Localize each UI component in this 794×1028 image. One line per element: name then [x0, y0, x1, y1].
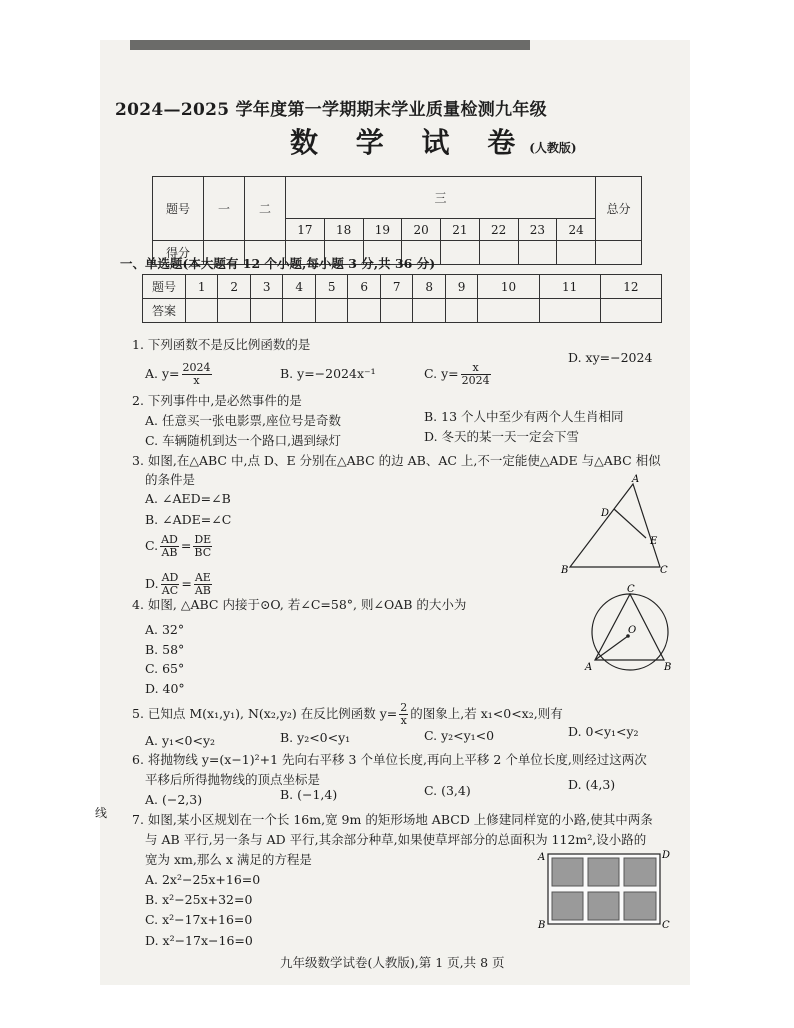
answer-cell [380, 299, 412, 323]
answer-table-number: 6 [348, 275, 380, 299]
q7-stem-line2: 与 AB 平行,另一条与 AD 平行,其余部分种草,如果使草坪部分的总面积为 112m²,设小路的 [145, 832, 647, 847]
q6-stem-line2: 平移后所得抛物线的顶点坐标是 [145, 772, 321, 787]
q2-stem: 2. 下列事件中,是必然事件的是 [132, 393, 302, 408]
q5-option-a: A. y₁<0<y₂ [145, 733, 216, 748]
q3-option-d: D. $\frac{AD}{AC}$ = $\frac{AE}{AB}$ [145, 571, 211, 597]
q3-triangle-figure [560, 472, 670, 576]
q1-option-d: D. xy=−2024 [568, 350, 653, 365]
lawn-plot [552, 858, 583, 886]
score-table-col1: 一 [204, 177, 245, 241]
q4-option-a: A. 32° [145, 622, 185, 637]
answer-table-number: 12 [600, 275, 661, 299]
q5-option-c: C. y₂<y₁<0 [424, 728, 495, 743]
binding-margin-mark: 线 [95, 806, 108, 820]
lawn-plot [624, 858, 656, 886]
edition-label: (人教版) [529, 141, 577, 155]
q1-option-b: B. y=−2024x⁻¹ [280, 366, 376, 381]
q6-option-c: C. (3,4) [424, 783, 471, 798]
score-cell [479, 241, 518, 265]
q2-option-c: C. 车辆随机到达一个路口,遇到绿灯 [145, 433, 342, 448]
q3-stem-line2: 的条件是 [145, 472, 196, 487]
subject-title: 数 学 试 卷(人教版) [290, 126, 577, 159]
answer-table-number: 5 [315, 275, 347, 299]
lawn-plot [588, 892, 619, 920]
q6-option-a: A. (−2,3) [145, 792, 203, 807]
top-bleed-strip [130, 40, 530, 50]
answer-cell [250, 299, 282, 323]
q7-option-c: C. x²−17x+16=0 [145, 912, 253, 927]
q6-stem-line1: 6. 将抛物线 y=(x−1)²+1 先向右平移 3 个单位长度,再向上平移 2 个单位长度,则经过这两次 [132, 752, 647, 767]
label-c: C [660, 565, 668, 576]
q2-option-d: D. 冬天的某一天一定会下雪 [424, 429, 580, 444]
label-e: E [650, 536, 658, 547]
answer-cell [283, 299, 315, 323]
q3-option-a: A. ∠AED=∠B [145, 491, 231, 506]
score-table-col2: 二 [245, 177, 286, 241]
answer-table-row2-label: 答案 [143, 299, 186, 323]
q1-option-a: A. y= $\frac{2024}{x}$ [145, 361, 211, 387]
segment-de [614, 509, 646, 538]
score-cell [518, 241, 557, 265]
label-a: A [585, 662, 593, 673]
label-a: A [538, 852, 546, 863]
score-table-row1-label: 题号 [153, 177, 204, 241]
q5-option-d: D. 0<y₁<y₂ [568, 724, 639, 739]
q1-stem: 1. 下列函数不是反比例函数的是 [132, 337, 311, 352]
answer-cell [600, 299, 661, 323]
label-a: A [632, 474, 640, 485]
score-table-sub-cell: 23 [518, 219, 557, 241]
label-b: B [538, 920, 546, 930]
score-table-sub-cell: 20 [402, 219, 441, 241]
score-table-sub-cell: 18 [324, 219, 363, 241]
q2-option-b: B. 13 个人中至少有两个人生肖相同 [424, 409, 624, 424]
q2-option-a: A. 任意买一张电影票,座位号是奇数 [145, 413, 341, 428]
q6-option-d: D. (4,3) [568, 777, 616, 792]
score-table-sub-cell: 19 [363, 219, 402, 241]
q3-option-b: B. ∠ADE=∠C [145, 512, 232, 527]
label-b: B [664, 662, 672, 673]
score-table-col3-group: 三 [286, 177, 596, 219]
exam-page [100, 40, 690, 985]
q4-option-b: B. 58° [145, 642, 185, 657]
score-table [152, 176, 642, 265]
label-o: O [628, 625, 637, 636]
answer-table-number: 10 [478, 275, 539, 299]
segment-oa [595, 636, 628, 660]
q7-option-b: B. x²−25x+32=0 [145, 892, 253, 907]
q3-option-c: C. $\frac{AD}{AB}$ = $\frac{DE}{BC}$ [145, 533, 212, 559]
label-c: C [627, 584, 635, 595]
score-table-total: 总分 [596, 177, 642, 241]
answer-table-number: 4 [283, 275, 315, 299]
section1-title: 一、单选题(本大题有 12 个小题,每小题 3 分,共 36 分) [120, 256, 436, 271]
lawn-plot [588, 858, 619, 886]
answer-table-number: 9 [445, 275, 477, 299]
q3-stem-line1: 3. 如图,在△ABC 中,点 D、E 分别在△ABC 的边 AB、AC 上,不一定能使△ADE 与△ABC 相似 [132, 453, 661, 468]
q5-option-b: B. y₂<0<y₁ [280, 730, 351, 745]
q7-option-d: D. x²−17x−16=0 [145, 933, 253, 948]
q5-stem: 5. 已知点 M(x₁,y₁), N(x₂,y₂) 在反比例函数 y= $\frac{2}{x}$ 的图象上,若 x₁<0<x₂,则有 [132, 701, 563, 727]
q4-stem: 4. 如图, △ABC 内接于⊙O, 若∠C=58°, 则∠OAB 的大小为 [132, 597, 467, 612]
answer-table-number: 11 [539, 275, 600, 299]
answer-cell [186, 299, 218, 323]
answer-cell [218, 299, 250, 323]
answer-table-number: 1 [186, 275, 218, 299]
score-table-sub-cell: 24 [557, 219, 596, 241]
triangle-abc [570, 484, 660, 567]
lawn-plot [624, 892, 656, 920]
page-footer: 九年级数学试卷(人教版),第 1 页,共 8 页 [280, 955, 505, 970]
q1-option-c: C. y= $\frac{x}{2024}$ [424, 361, 490, 387]
q7-rectangle-figure [536, 846, 672, 930]
score-table-sub-cell: 21 [441, 219, 480, 241]
answer-table-number: 2 [218, 275, 250, 299]
q7-stem-line1: 7. 如图,某小区规划在一个长 16m,宽 9m 的矩形场地 ABCD 上修建同样宽的小路,使其中两条 [132, 812, 653, 827]
answer-cell [539, 299, 600, 323]
answer-table-number: 7 [380, 275, 412, 299]
q6-option-b: B. (−1,4) [280, 787, 338, 802]
score-cell [596, 241, 642, 265]
q7-stem-line3: 宽为 xm,那么 x 满足的方程是 [145, 852, 312, 867]
label-d: D [601, 508, 610, 519]
answer-table [142, 274, 662, 323]
answer-table-row1-label: 题号 [143, 275, 186, 299]
q7-option-a: A. 2x²−25x+16=0 [145, 872, 261, 887]
answer-cell [348, 299, 380, 323]
exam-title: 2024—2025 学年度第一学期期末学业质量检测九年级 [115, 100, 547, 120]
answer-cell [315, 299, 347, 323]
q4-option-c: C. 65° [145, 661, 185, 676]
score-cell [441, 241, 480, 265]
score-table-sub-cell: 22 [479, 219, 518, 241]
answer-table-number: 8 [413, 275, 445, 299]
label-b: B [561, 565, 569, 576]
answer-cell [445, 299, 477, 323]
score-table-sub-cell: 17 [286, 219, 325, 241]
label-d: D [662, 850, 671, 861]
q4-option-d: D. 40° [145, 681, 185, 696]
answer-cell [413, 299, 445, 323]
answer-cell [478, 299, 539, 323]
score-table-row2-label: 得分 [153, 241, 204, 265]
q4-circle-figure [582, 584, 678, 676]
lawn-plot [552, 892, 583, 920]
answer-table-number: 3 [250, 275, 282, 299]
score-cell [557, 241, 596, 265]
label-c: C [662, 920, 670, 930]
